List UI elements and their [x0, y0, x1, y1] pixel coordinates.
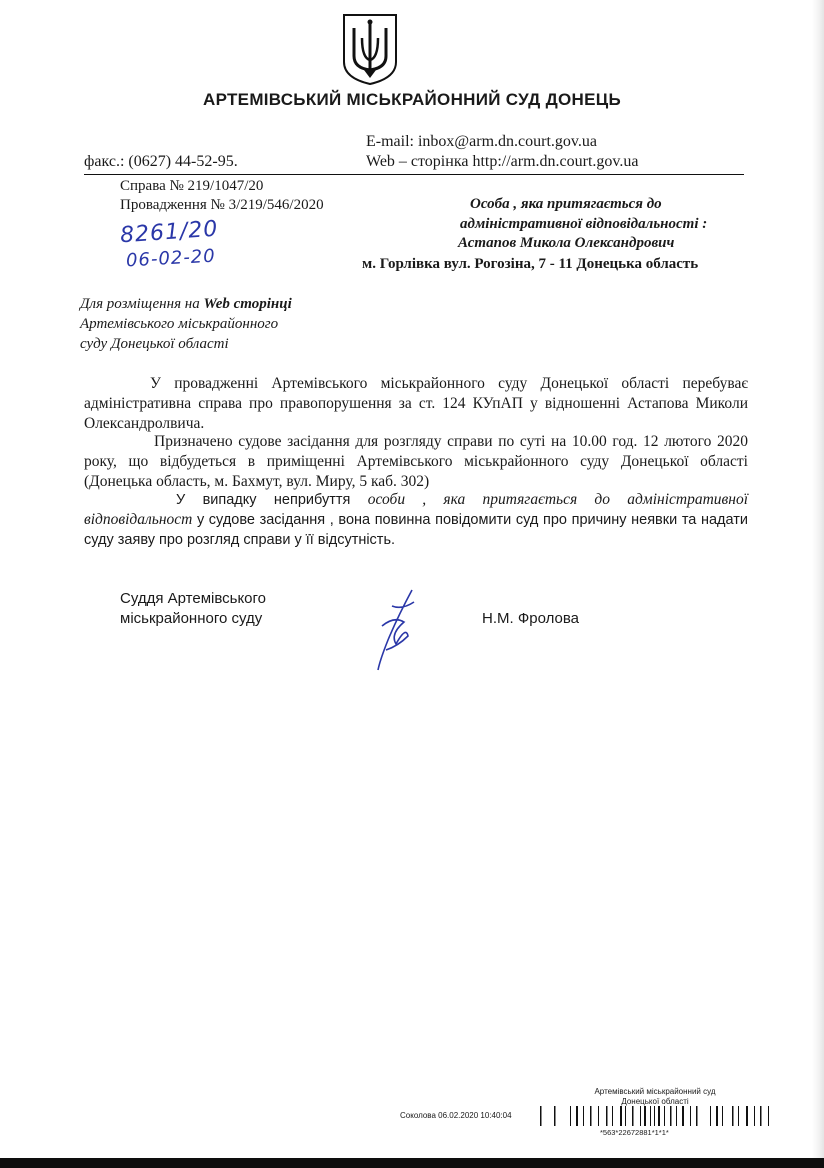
body-paragraph-3-start: У випадку неприбуття: [176, 492, 368, 508]
addressee-line-2: адміністративної відповідальності :: [460, 216, 708, 232]
handwritten-registration-number: 8261/20: [119, 216, 220, 249]
court-title: АРТЕМІВСЬКИЙ МІСЬКРАЙОННИЙ СУД ДОНЕЦЬ: [203, 90, 621, 109]
judge-title-line-2: міськрайонного суду: [120, 610, 263, 627]
judge-title-line-1: Суддя Артемівського: [120, 590, 267, 607]
stamp-court-name: Артемівський міськрайонний суд: [594, 1087, 716, 1096]
signature-icon: [368, 586, 428, 676]
handwritten-date: 06-02-20: [125, 245, 217, 272]
placement-line-2: Артемівського міськрайонного: [80, 316, 279, 332]
court-email: E-mail: inbox@arm.dn.court.gov.ua: [366, 133, 597, 150]
barcode: [540, 1106, 772, 1126]
body-paragraph-3-end: у судове засідання , вона повинна повідомити суд про причину неявки та надати суду заяву про розгляд справи у її відсутність.: [84, 512, 748, 548]
addressee-address: м. Горлівка вул. Рогозіна, 7 - 11 Донецька область: [362, 256, 699, 272]
body-paragraph-3-italic: особи , яка притягається до адміністративної відповідальност: [84, 491, 748, 528]
placement-line-3: суду Донецької області: [80, 336, 229, 352]
coat-of-arms-icon: [340, 12, 400, 86]
placement-prefix: Для розміщення на: [80, 296, 204, 312]
scan-bottom-edge: [0, 1158, 824, 1168]
court-fax: факс.: (0627) 44-52-95.: [84, 153, 238, 170]
barcode-number: *563*22672881*1*1*: [600, 1128, 669, 1137]
stamp-clerk-datetime: Соколова 06.02.2020 10:40:04: [400, 1111, 512, 1120]
case-number: Справа № 219/1047/20: [120, 178, 264, 194]
court-website: Web – сторінка http://arm.dn.court.gov.ua: [366, 153, 639, 170]
body-paragraph-1-text: У провадженні Артемівського міськрайонного суду Донецької області перебуває адміністративна справа про правопорушення за ст. 124 КУпАП у відношенні Астапова Миколи Олександролвича.: [84, 375, 748, 432]
header-divider: [84, 174, 744, 175]
body-paragraph-1: [84, 374, 748, 434]
placement-note: [80, 294, 292, 354]
body-paragraph-2: [84, 432, 748, 492]
body-paragraph-2-text: Призначено судове засідання для розгляду справи по суті на 10.00 год. 12 лютого 2020 року, що відбудеться в приміщенні Артемівського міськрайонного суду Донецької області (Донецька область, м. Бахмут, вул. Миру, 5 каб. 302): [84, 433, 748, 490]
proceeding-number: Провадження № 3/219/546/2020: [120, 197, 324, 213]
placement-web: Web сторінці: [203, 296, 292, 312]
judge-name: Н.М. Фролова: [482, 610, 579, 627]
addressee-line-1: Особа , яка притягається до: [470, 196, 662, 212]
addressee-name: Астапов Микола Олександрович: [458, 235, 675, 251]
body-paragraph-3: [84, 490, 748, 550]
stamp-court-region: Донецької області: [621, 1097, 689, 1106]
scan-edge: [812, 0, 824, 1168]
